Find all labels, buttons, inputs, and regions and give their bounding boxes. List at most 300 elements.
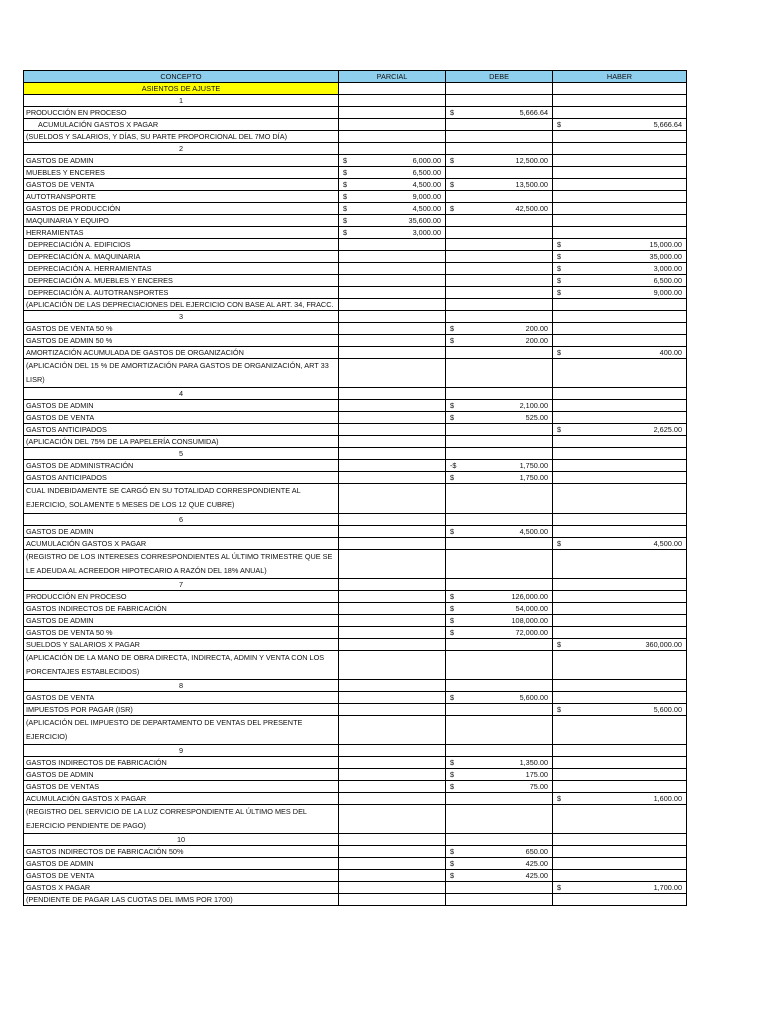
parcial-cell bbox=[339, 704, 446, 716]
parcial-cell bbox=[339, 550, 446, 579]
amount-value: 650.00 bbox=[525, 847, 548, 856]
amount-value: 42,500.00 bbox=[515, 204, 548, 213]
parcial-cell bbox=[339, 191, 446, 203]
concept-cell: IMPUESTOS POR PAGAR (ISR) bbox=[24, 704, 339, 716]
table-row bbox=[24, 131, 687, 143]
parcial-cell bbox=[339, 834, 446, 846]
table-row bbox=[24, 400, 687, 412]
entries-body bbox=[24, 95, 687, 906]
currency-symbol: $ bbox=[557, 276, 562, 285]
debe-cell bbox=[446, 388, 553, 400]
haber-cell bbox=[553, 870, 687, 882]
table-row bbox=[24, 119, 687, 131]
amount-value: 126,000.00 bbox=[511, 592, 548, 601]
haber-cell bbox=[553, 460, 687, 472]
parcial-cell bbox=[339, 143, 446, 155]
concept-cell: ACUMULACIÓN GASTOS X PAGAR bbox=[24, 793, 339, 805]
parcial-cell bbox=[339, 627, 446, 639]
debe-cell bbox=[446, 143, 553, 155]
concept-cell: GASTOS DE VENTA bbox=[24, 692, 339, 704]
haber-cell bbox=[553, 179, 687, 191]
table-row bbox=[24, 448, 687, 460]
table-row bbox=[24, 692, 687, 704]
currency-symbol: $ bbox=[557, 640, 562, 649]
haber-cell bbox=[553, 745, 687, 757]
currency-symbol: $ bbox=[343, 204, 348, 213]
debe-cell bbox=[446, 745, 553, 757]
parcial-cell bbox=[339, 424, 446, 436]
debe-cell bbox=[446, 550, 553, 579]
haber-cell bbox=[553, 388, 687, 400]
debe-cell bbox=[446, 347, 553, 359]
parcial-cell bbox=[339, 514, 446, 526]
debe-amount bbox=[448, 401, 550, 411]
debe-cell bbox=[446, 627, 553, 639]
debe-cell bbox=[446, 757, 553, 769]
concept-cell: ACUMULACIÓN GASTOS X PAGAR bbox=[24, 538, 339, 550]
entry-number: 5 bbox=[24, 448, 339, 460]
debe-cell bbox=[446, 131, 553, 143]
concept-cell: (APLICACIÓN DE LAS DEPRECIACIONES DEL EJERCICIO CON BASE AL ART. 34, FRACC. bbox=[24, 299, 339, 311]
table-row bbox=[24, 95, 687, 107]
table-row bbox=[24, 263, 687, 275]
amount-value: 1,750.00 bbox=[519, 473, 548, 482]
parcial-cell bbox=[339, 95, 446, 107]
debe-cell bbox=[446, 359, 553, 388]
amount-value: 425.00 bbox=[525, 859, 548, 868]
amount-value: 13,500.00 bbox=[515, 180, 548, 189]
parcial-cell bbox=[339, 615, 446, 627]
amount-value: 35,600.00 bbox=[408, 216, 441, 225]
parcial-cell bbox=[339, 793, 446, 805]
table-row bbox=[24, 639, 687, 651]
entry-number: 3 bbox=[24, 311, 339, 323]
debe-cell bbox=[446, 680, 553, 692]
table-row bbox=[24, 287, 687, 299]
entry-number: 6 bbox=[24, 514, 339, 526]
parcial-cell bbox=[339, 591, 446, 603]
concept-cell: DEPRECIACIÓN A. HERRAMIENTAS bbox=[24, 263, 339, 275]
haber-cell bbox=[553, 263, 687, 275]
haber-amount bbox=[555, 794, 684, 804]
concept-cell: GASTOS DE ADMIN bbox=[24, 769, 339, 781]
amount-value: 75.00 bbox=[529, 782, 548, 791]
concept-cell: GASTOS INDIRECTOS DE FABRICACIÓN 50% bbox=[24, 846, 339, 858]
table-row bbox=[24, 311, 687, 323]
parcial-amount bbox=[341, 216, 443, 226]
haber-amount bbox=[555, 120, 684, 130]
table-row bbox=[24, 781, 687, 793]
haber-amount bbox=[555, 276, 684, 286]
currency-symbol: $ bbox=[450, 413, 455, 422]
parcial-cell bbox=[339, 651, 446, 680]
parcial-cell bbox=[339, 716, 446, 745]
table-row bbox=[24, 769, 687, 781]
amount-value: 2,625.00 bbox=[653, 425, 682, 434]
table-row bbox=[24, 793, 687, 805]
debe-amount bbox=[448, 592, 550, 602]
haber-cell bbox=[553, 846, 687, 858]
amount-value: 1,350.00 bbox=[519, 758, 548, 767]
parcial-cell bbox=[339, 275, 446, 287]
concept-cell: CUAL INDEBIDAMENTE SE CARGÓ EN SU TOTALIDAD CORRESPONDIENTE AL EJERCICIO, SOLAMENTE 5 MESES DE LOS 12 QUE CUBRE) bbox=[24, 484, 339, 514]
debe-cell bbox=[446, 526, 553, 538]
amount-value: 6,500.00 bbox=[412, 168, 441, 177]
concept-cell: GASTOS DE VENTA 50 % bbox=[24, 323, 339, 335]
parcial-cell bbox=[339, 359, 446, 388]
debe-cell bbox=[446, 95, 553, 107]
debe-cell bbox=[446, 603, 553, 615]
amount-value: 400.00 bbox=[659, 348, 682, 357]
concept-cell: GASTOS ANTICIPADOS bbox=[24, 424, 339, 436]
concept-cell: (APLICACIÓN DEL 75% DE LA PAPELERÍA CONSUMIDA) bbox=[24, 436, 339, 448]
debe-cell bbox=[446, 299, 553, 311]
concept-cell: GASTOS DE VENTA 50 % bbox=[24, 627, 339, 639]
debe-amount bbox=[448, 108, 550, 118]
table-row bbox=[24, 846, 687, 858]
currency-symbol: $ bbox=[557, 264, 562, 273]
concept-cell: PRODUCCIÓN EN PROCESO bbox=[24, 107, 339, 119]
parcial-cell bbox=[339, 448, 446, 460]
haber-cell bbox=[553, 143, 687, 155]
amount-value: 4,500.00 bbox=[653, 539, 682, 548]
currency-symbol: -$ bbox=[450, 461, 457, 470]
haber-cell bbox=[553, 615, 687, 627]
haber-cell bbox=[553, 651, 687, 680]
table-row bbox=[24, 460, 687, 472]
concept-cell: GASTOS DE VENTA bbox=[24, 870, 339, 882]
currency-symbol: $ bbox=[343, 216, 348, 225]
currency-symbol: $ bbox=[557, 252, 562, 261]
amount-value: 3,000.00 bbox=[412, 228, 441, 237]
haber-cell bbox=[553, 882, 687, 894]
debe-amount bbox=[448, 859, 550, 869]
debe-amount bbox=[448, 527, 550, 537]
table-row bbox=[24, 858, 687, 870]
debe-amount bbox=[448, 324, 550, 334]
amount-value: 1,700.00 bbox=[653, 883, 682, 892]
amount-value: 525.00 bbox=[525, 413, 548, 422]
concept-cell: GASTOS DE ADMIN bbox=[24, 526, 339, 538]
concept-cell: (REGISTRO DE LOS INTERESES CORRESPONDIENTES AL ÚLTIMO TRIMESTRE QUE SE LE ADEUDA AL ACREEDOR HIPOTECARIO A RAZÓN DEL 18% ANUAL) bbox=[24, 550, 339, 579]
parcial-cell bbox=[339, 107, 446, 119]
haber-cell bbox=[553, 424, 687, 436]
haber-cell bbox=[553, 793, 687, 805]
amount-value: 6,500.00 bbox=[653, 276, 682, 285]
currency-symbol: $ bbox=[450, 156, 455, 165]
parcial-amount bbox=[341, 204, 443, 214]
concept-cell: GASTOS DE ADMIN bbox=[24, 858, 339, 870]
parcial-cell bbox=[339, 347, 446, 359]
debe-amount bbox=[448, 604, 550, 614]
haber-cell bbox=[553, 203, 687, 215]
debe-amount bbox=[448, 156, 550, 166]
debe-cell bbox=[446, 448, 553, 460]
table-row bbox=[24, 335, 687, 347]
currency-symbol: $ bbox=[557, 120, 562, 129]
parcial-amount bbox=[341, 156, 443, 166]
concept-cell: GASTOS INDIRECTOS DE FABRICACIÓN bbox=[24, 757, 339, 769]
haber-cell bbox=[553, 484, 687, 514]
table-row bbox=[24, 215, 687, 227]
parcial-cell bbox=[339, 412, 446, 424]
table-row bbox=[24, 591, 687, 603]
debe-cell bbox=[446, 275, 553, 287]
haber-cell bbox=[553, 526, 687, 538]
amount-value: 4,500.00 bbox=[412, 204, 441, 213]
haber-cell bbox=[553, 448, 687, 460]
concept-cell: GASTOS DE ADMIN 50 % bbox=[24, 335, 339, 347]
parcial-cell bbox=[339, 692, 446, 704]
haber-cell bbox=[553, 579, 687, 591]
haber-cell bbox=[553, 472, 687, 484]
haber-cell bbox=[553, 858, 687, 870]
haber-cell bbox=[553, 805, 687, 834]
table-row bbox=[24, 550, 687, 579]
concept-cell: GASTOS DE VENTA bbox=[24, 412, 339, 424]
haber-cell bbox=[553, 299, 687, 311]
parcial-cell bbox=[339, 239, 446, 251]
debe-amount bbox=[448, 847, 550, 857]
table-row bbox=[24, 388, 687, 400]
table-row bbox=[24, 716, 687, 745]
amount-value: 1,750.00 bbox=[519, 461, 548, 470]
currency-symbol: $ bbox=[450, 847, 455, 856]
parcial-cell bbox=[339, 603, 446, 615]
debe-amount bbox=[448, 473, 550, 483]
haber-amount bbox=[555, 240, 684, 250]
parcial-cell bbox=[339, 894, 446, 906]
debe-cell bbox=[446, 335, 553, 347]
haber-cell bbox=[553, 436, 687, 448]
table-row bbox=[24, 412, 687, 424]
parcial-cell bbox=[339, 203, 446, 215]
haber-amount bbox=[555, 425, 684, 435]
concept-cell: DEPRECIACIÓN A. MAQUINARIA bbox=[24, 251, 339, 263]
table-row bbox=[24, 472, 687, 484]
currency-symbol: $ bbox=[450, 401, 455, 410]
debe-amount bbox=[448, 336, 550, 346]
concept-cell: DEPRECIACIÓN A. MUEBLES Y ENCERES bbox=[24, 275, 339, 287]
amount-value: 4,500.00 bbox=[412, 180, 441, 189]
debe-cell bbox=[446, 894, 553, 906]
debe-cell bbox=[446, 769, 553, 781]
concept-cell: MUEBLES Y ENCERES bbox=[24, 167, 339, 179]
debe-cell bbox=[446, 424, 553, 436]
parcial-cell bbox=[339, 460, 446, 472]
debe-cell bbox=[446, 591, 553, 603]
parcial-amount bbox=[341, 192, 443, 202]
parcial-cell bbox=[339, 769, 446, 781]
haber-cell bbox=[553, 412, 687, 424]
haber-cell bbox=[553, 781, 687, 793]
amount-value: 360,000.00 bbox=[645, 640, 682, 649]
parcial-cell bbox=[339, 263, 446, 275]
currency-symbol: $ bbox=[450, 693, 455, 702]
currency-symbol: $ bbox=[450, 324, 455, 333]
debe-amount bbox=[448, 770, 550, 780]
concept-cell: DEPRECIACIÓN A. AUTOTRANSPORTES bbox=[24, 287, 339, 299]
concept-cell: GASTOS DE VENTAS bbox=[24, 781, 339, 793]
haber-amount bbox=[555, 288, 684, 298]
header-debe: DEBE bbox=[446, 71, 553, 83]
debe-cell bbox=[446, 538, 553, 550]
currency-symbol: $ bbox=[450, 616, 455, 625]
haber-amount bbox=[555, 640, 684, 650]
debe-cell bbox=[446, 436, 553, 448]
amount-value: 5,666.64 bbox=[519, 108, 548, 117]
parcial-cell bbox=[339, 400, 446, 412]
parcial-amount bbox=[341, 228, 443, 238]
section-title-haber-cell bbox=[553, 83, 687, 95]
table-row bbox=[24, 227, 687, 239]
currency-symbol: $ bbox=[450, 180, 455, 189]
haber-cell bbox=[553, 834, 687, 846]
amount-value: 15,000.00 bbox=[649, 240, 682, 249]
table-row bbox=[24, 882, 687, 894]
concept-cell: (REGISTRO DEL SERVICIO DE LA LUZ CORRESPONDIENTE AL ÚLTIMO MES DEL EJERCICIO PENDIENTE DE PAGO) bbox=[24, 805, 339, 834]
entry-number: 8 bbox=[24, 680, 339, 692]
table-row bbox=[24, 323, 687, 335]
debe-cell bbox=[446, 870, 553, 882]
currency-symbol: $ bbox=[450, 758, 455, 767]
haber-cell bbox=[553, 680, 687, 692]
haber-cell bbox=[553, 155, 687, 167]
header-concepto: CONCEPTO bbox=[24, 71, 339, 83]
table-row bbox=[24, 275, 687, 287]
section-title-parcial-cell bbox=[339, 83, 446, 95]
haber-cell bbox=[553, 191, 687, 203]
table-row bbox=[24, 627, 687, 639]
parcial-cell bbox=[339, 805, 446, 834]
haber-cell bbox=[553, 167, 687, 179]
amount-value: 1,600.00 bbox=[653, 794, 682, 803]
parcial-cell bbox=[339, 846, 446, 858]
debe-cell bbox=[446, 287, 553, 299]
debe-cell bbox=[446, 460, 553, 472]
debe-cell bbox=[446, 155, 553, 167]
amount-value: 200.00 bbox=[525, 336, 548, 345]
table-row bbox=[24, 484, 687, 514]
entry-number: 4 bbox=[24, 388, 339, 400]
parcial-cell bbox=[339, 323, 446, 335]
haber-cell bbox=[553, 359, 687, 388]
currency-symbol: $ bbox=[557, 425, 562, 434]
currency-symbol: $ bbox=[450, 336, 455, 345]
parcial-amount bbox=[341, 180, 443, 190]
entry-number: 9 bbox=[24, 745, 339, 757]
entry-number: 2 bbox=[24, 143, 339, 155]
table-row bbox=[24, 526, 687, 538]
debe-cell bbox=[446, 834, 553, 846]
haber-cell bbox=[553, 639, 687, 651]
entry-number: 1 bbox=[24, 95, 339, 107]
parcial-cell bbox=[339, 311, 446, 323]
currency-symbol: $ bbox=[450, 628, 455, 637]
currency-symbol: $ bbox=[557, 883, 562, 892]
table-row bbox=[24, 107, 687, 119]
amount-value: 5,600.00 bbox=[653, 705, 682, 714]
concept-cell: SUELDOS Y SALARIOS X PAGAR bbox=[24, 639, 339, 651]
section-title-row bbox=[24, 83, 687, 95]
debe-cell bbox=[446, 191, 553, 203]
concept-cell: DEPRECIACIÓN A. EDIFICIOS bbox=[24, 239, 339, 251]
amount-value: 108,000.00 bbox=[511, 616, 548, 625]
concept-cell: PRODUCCIÓN EN PROCESO bbox=[24, 591, 339, 603]
debe-cell bbox=[446, 793, 553, 805]
debe-cell bbox=[446, 882, 553, 894]
table-row bbox=[24, 680, 687, 692]
currency-symbol: $ bbox=[557, 288, 562, 297]
concept-cell: GASTOS DE VENTA bbox=[24, 179, 339, 191]
haber-cell bbox=[553, 716, 687, 745]
concept-cell: GASTOS INDIRECTOS DE FABRICACIÓN bbox=[24, 603, 339, 615]
debe-cell bbox=[446, 615, 553, 627]
haber-cell bbox=[553, 894, 687, 906]
table-row bbox=[24, 894, 687, 906]
debe-amount bbox=[448, 782, 550, 792]
concept-cell: GASTOS ANTICIPADOS bbox=[24, 472, 339, 484]
amount-value: 425.00 bbox=[525, 871, 548, 880]
haber-cell bbox=[553, 131, 687, 143]
parcial-cell bbox=[339, 870, 446, 882]
entry-number: 7 bbox=[24, 579, 339, 591]
table-row bbox=[24, 870, 687, 882]
haber-amount bbox=[555, 705, 684, 715]
currency-symbol: $ bbox=[450, 871, 455, 880]
parcial-cell bbox=[339, 882, 446, 894]
parcial-cell bbox=[339, 579, 446, 591]
currency-symbol: $ bbox=[557, 539, 562, 548]
amount-value: 72,000.00 bbox=[515, 628, 548, 637]
parcial-cell bbox=[339, 167, 446, 179]
haber-cell bbox=[553, 95, 687, 107]
table-row bbox=[24, 805, 687, 834]
table-row bbox=[24, 359, 687, 388]
concept-cell: GASTOS X PAGAR bbox=[24, 882, 339, 894]
haber-cell bbox=[553, 227, 687, 239]
debe-amount bbox=[448, 461, 550, 471]
debe-cell bbox=[446, 215, 553, 227]
debe-amount bbox=[448, 204, 550, 214]
parcial-cell bbox=[339, 179, 446, 191]
debe-cell bbox=[446, 263, 553, 275]
table-row bbox=[24, 179, 687, 191]
currency-symbol: $ bbox=[450, 527, 455, 536]
debe-amount bbox=[448, 616, 550, 626]
amount-value: 9,000.00 bbox=[412, 192, 441, 201]
parcial-cell bbox=[339, 526, 446, 538]
haber-amount bbox=[555, 264, 684, 274]
table-row bbox=[24, 155, 687, 167]
haber-cell bbox=[553, 627, 687, 639]
adjusting-entries-sheet bbox=[23, 70, 687, 906]
header-haber: HABER bbox=[553, 71, 687, 83]
amount-value: 4,500.00 bbox=[519, 527, 548, 536]
haber-cell bbox=[553, 323, 687, 335]
currency-symbol: $ bbox=[557, 794, 562, 803]
haber-cell bbox=[553, 757, 687, 769]
amount-value: 2,100.00 bbox=[519, 401, 548, 410]
haber-amount bbox=[555, 348, 684, 358]
debe-cell bbox=[446, 179, 553, 191]
amount-value: 35,000.00 bbox=[649, 252, 682, 261]
currency-symbol: $ bbox=[450, 108, 455, 117]
debe-cell bbox=[446, 846, 553, 858]
concept-cell: AMORTIZACIÓN ACUMULADA DE GASTOS DE ORGANIZACIÓN bbox=[24, 347, 339, 359]
haber-cell bbox=[553, 251, 687, 263]
concept-cell: GASTOS DE PRODUCCIÓN bbox=[24, 203, 339, 215]
